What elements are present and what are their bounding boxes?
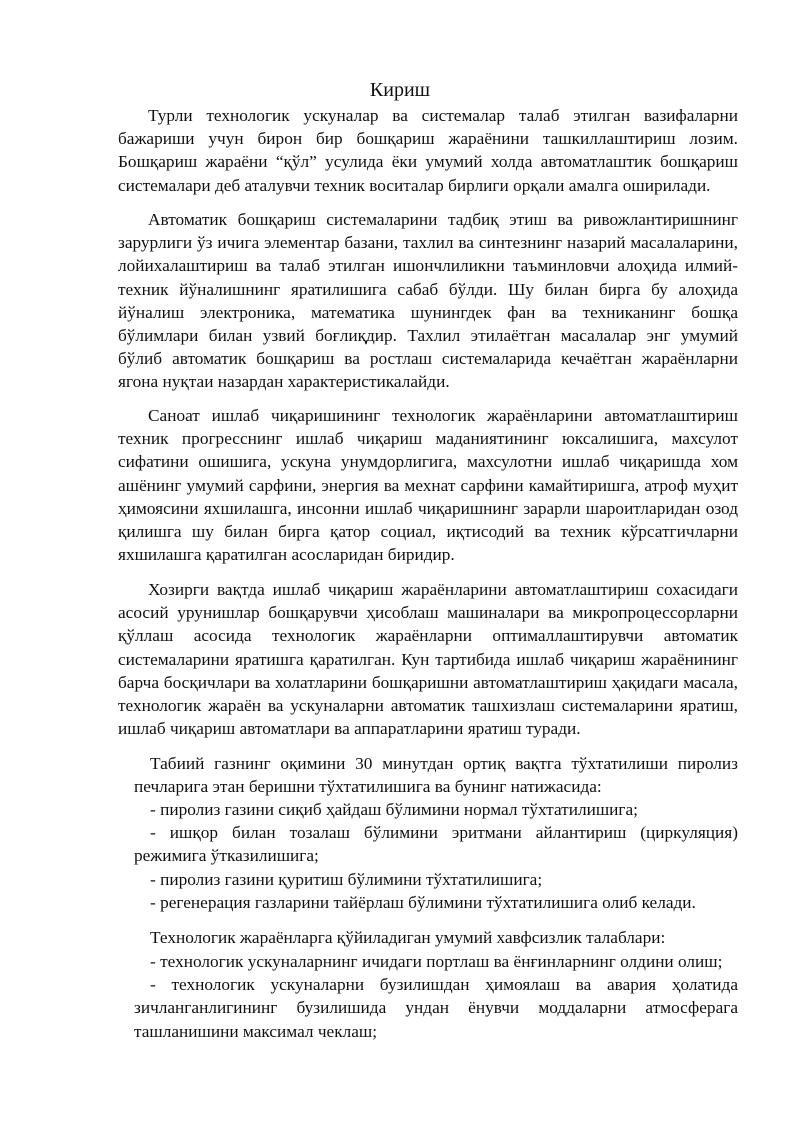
paragraph-2: Автоматик бошқариш системаларини тадбиқ этиш ва ривожлантиришнинг зарурлиги ўз ичига элементар базани, тахлил ва синтезнинг назарий масалаларини, лойихалаштириш ва талаб этилган ишончлиликни таъминловчи алоҳида илмий-техник йўналишнинг яратилишига сабаб бўлди. Шу билан бирга бу алоҳида йўналиш электроника, математика шунингдек фан ва техниканинг бошқа бўлимлари билан узвий боғлиқдир. Тахлил этилаётган масалалар энг умумий бўлиб автоматик бошқариш ва ростлаш системаларида кечаётган жараёнларни ягона нуқтаи назардан характеристикалайди. (118, 210, 738, 392)
list1-intro: Табиий газнинг оқимини 30 минутдан ортиқ вақтга тўхтатилиши пиролиз печларига этан беришни тўхтатилишига ва бунинг натижасида: (134, 754, 738, 797)
list2-intro: Технологик жараёнларга қўйиладиган умумий хавфсизлик талаблари: (150, 928, 666, 947)
list-item: - технологик ускуналарни бузилишдан ҳимоялаш ва авария ҳолатида зичланганлигининг бузилишида ундан ёнувчи моддаларни атмосферага ташланишини максимал чеклаш; (134, 975, 738, 1041)
list2 (134, 950, 738, 1043)
paragraph-4: Хозирги вақтда ишлаб чиқариш жараёнларини автоматлаштириш сохасидаги асосий урунишлар бошқарувчи ҳисоблаш машиналари ва микропроцессорларни қўллаш асосида технологик жараёнларни оптималлаштирувчи автоматик системаларини яратишга қаратилган. Кун тартибида ишлаб чиқариш жараёнининг барча босқичлари ва холатларини бошқаришни автоматлаштириш ҳақидаги масала, технологик жараён ва ускуналарни автоматик ташхизлаш системаларини яратиш, ишлаб чиқариш автоматлари ва аппаратларини яратиш туради. (118, 580, 738, 739)
list1 (134, 798, 738, 914)
list-item: - пиролиз газини қуритиш бўлимини тўхтатилишига; (150, 869, 543, 889)
list-item: - регенерация газларини тайёрлаш бўлимини тўхтатилишига олиб келади. (150, 892, 696, 912)
list-item: - пиролиз газини сиқиб ҳайдаш бўлимини нормал тўхтатилишига; (150, 800, 638, 819)
page-title: Кириш (369, 79, 431, 101)
paragraph-1: Турли технологик ускуналар ва системалар талаб этилган вазифаларни бажариши учун бирон бир бошқариш жараёнини ташкиллаштириш лозим. Бошқариш жараёни “қўл” усулида ёки умумий холда автоматлаштик бошқариш системалари деб аталувчи техник воситалар бирлиги орқали амалга оширилади. (118, 106, 738, 195)
list-item: - ишқор билан тозалаш бўлимини эритмани айлантириш (циркуляция) режимига ўтказилишига; (134, 823, 738, 866)
list-item: - технологик ускуналарнинг ичидаги портлаш ва ёнғинларнинг олдини олиш; (150, 952, 723, 971)
paragraph-3: Саноат ишлаб чиқаришининг технологик жараёнларини автоматлаштириш техник прогресснинг ишлаб чиқариш маданиятининг юксалишига, махсулот сифатини ошишига, ускуна унумдорлигига, махсулотни ишлаб чиқаришда хом ашёнинг умумий сарфини, энергия ва мехнат сарфини камайтиришга, атроф муҳит ҳимоясини яхшилашга, инсонни ишлаб чиқаришнинг зарарли шароитларидан озод қилишга шу билан бирга қатор социал, иқтисодий ва техник кўрсатгичларни яхшилашга қаратилган асосларидан биридир. (118, 406, 738, 565)
